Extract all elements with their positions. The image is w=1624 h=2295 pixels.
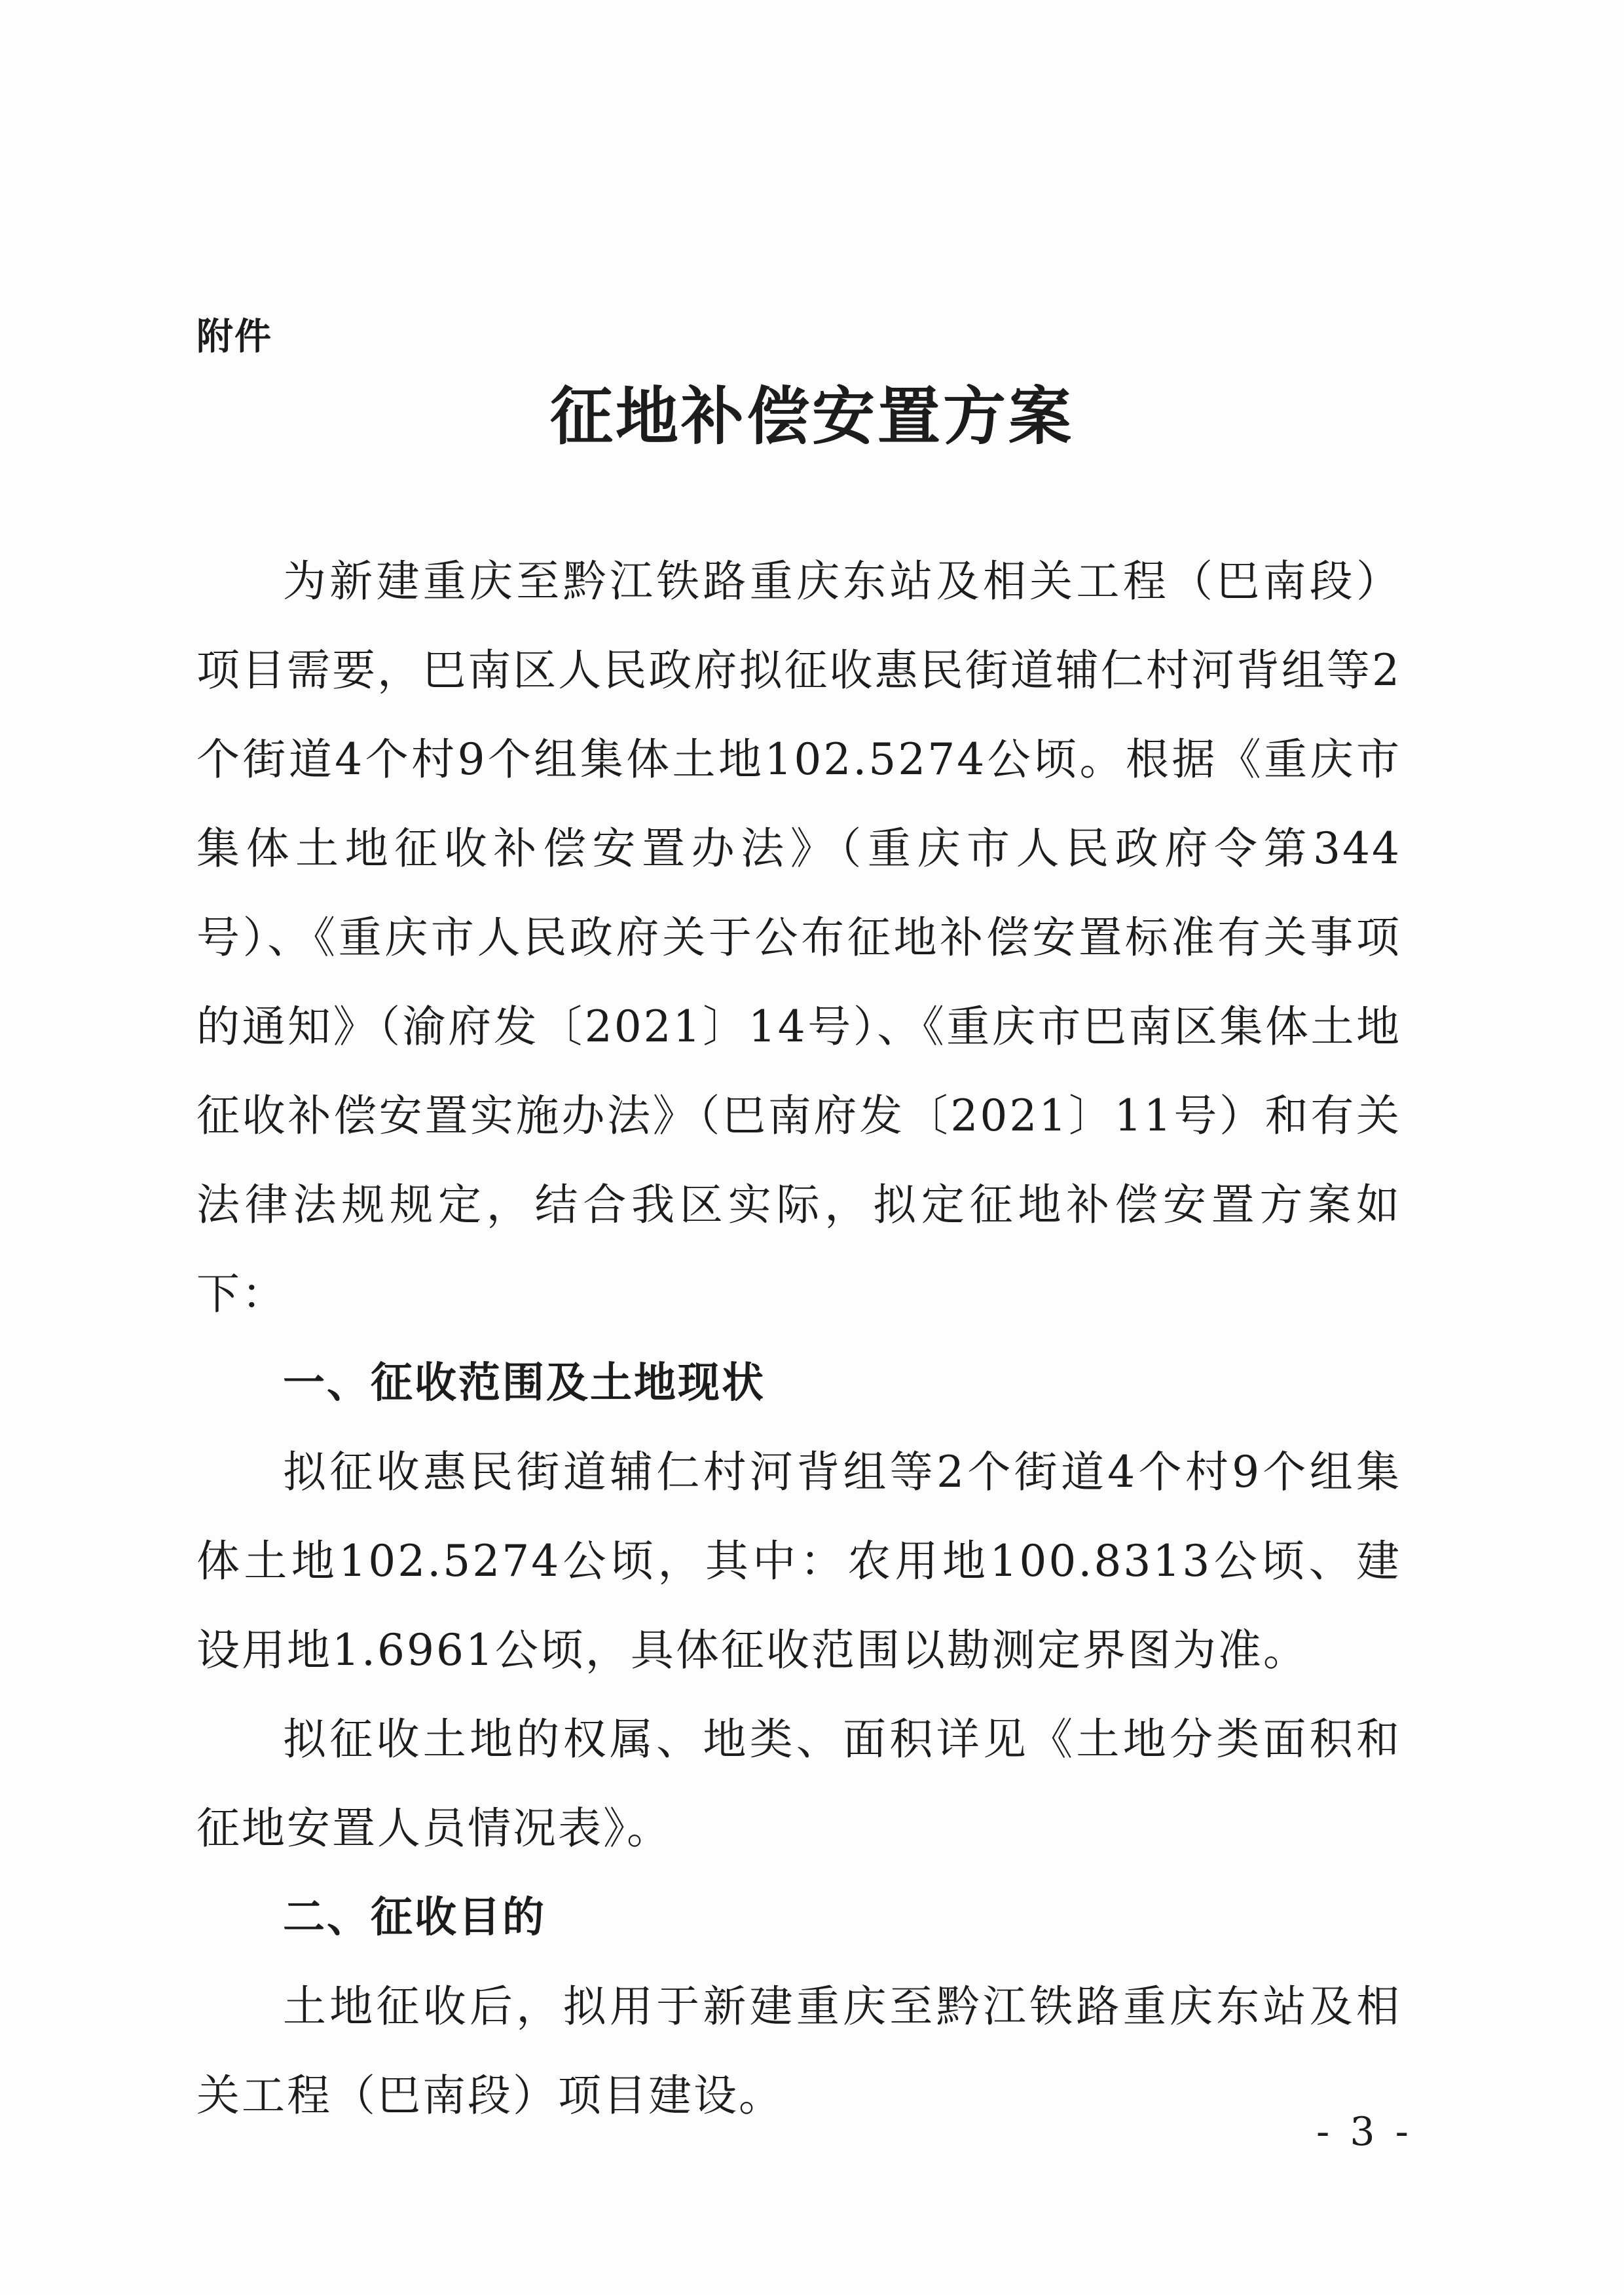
- section-heading-purpose: 二、征收目的: [283, 1894, 546, 1942]
- attachment-label: 附件: [196, 316, 272, 358]
- scope-paragraph: 拟征收惠民街道辅仁村河背组等2个街道4个村9个组集体土地102.5274公顷，其中：农用地100.8313公顷、建设用地1.6961公顷，具体征收范围以勘测定界图为准。: [196, 1447, 1401, 1675]
- purpose-paragraph: 土地征收后，拟用于新建重庆至黔江铁路重庆东站及相关工程（巴南段）项目建设。: [196, 1981, 1401, 2121]
- intro-paragraph: 为新建重庆至黔江铁路重庆东站及相关工程（巴南段）项目需要，巴南区人民政府拟征收惠民街道辅仁村河背组等2个街道4个村9个组集体土地102.5274公顷。根据《重庆市集体土地征收补偿安置办法》（重庆市人民政府令第344号）、《重庆市人民政府关于公布征地补偿安置标准有关事项的通知》（渝府发〔2021〕14号）、《重庆市巴南区集体土地征收补偿安置实施办法》（巴南府发〔2021〕11号）和有关法律法规规定，结合我区实际，拟定征地补偿安置方案如下：: [196, 556, 1401, 1319]
- land-details-paragraph: 拟征收土地的权属、地类、面积详见《土地分类面积和征地安置人员情况表》。: [196, 1714, 1401, 1854]
- document-body: [196, 537, 1401, 2140]
- page-number: - 3 -: [1316, 2109, 1412, 2155]
- document-title: 征地补偿安置方案: [550, 379, 1074, 453]
- section-heading-scope: 一、征收范围及土地现状: [283, 1359, 766, 1408]
